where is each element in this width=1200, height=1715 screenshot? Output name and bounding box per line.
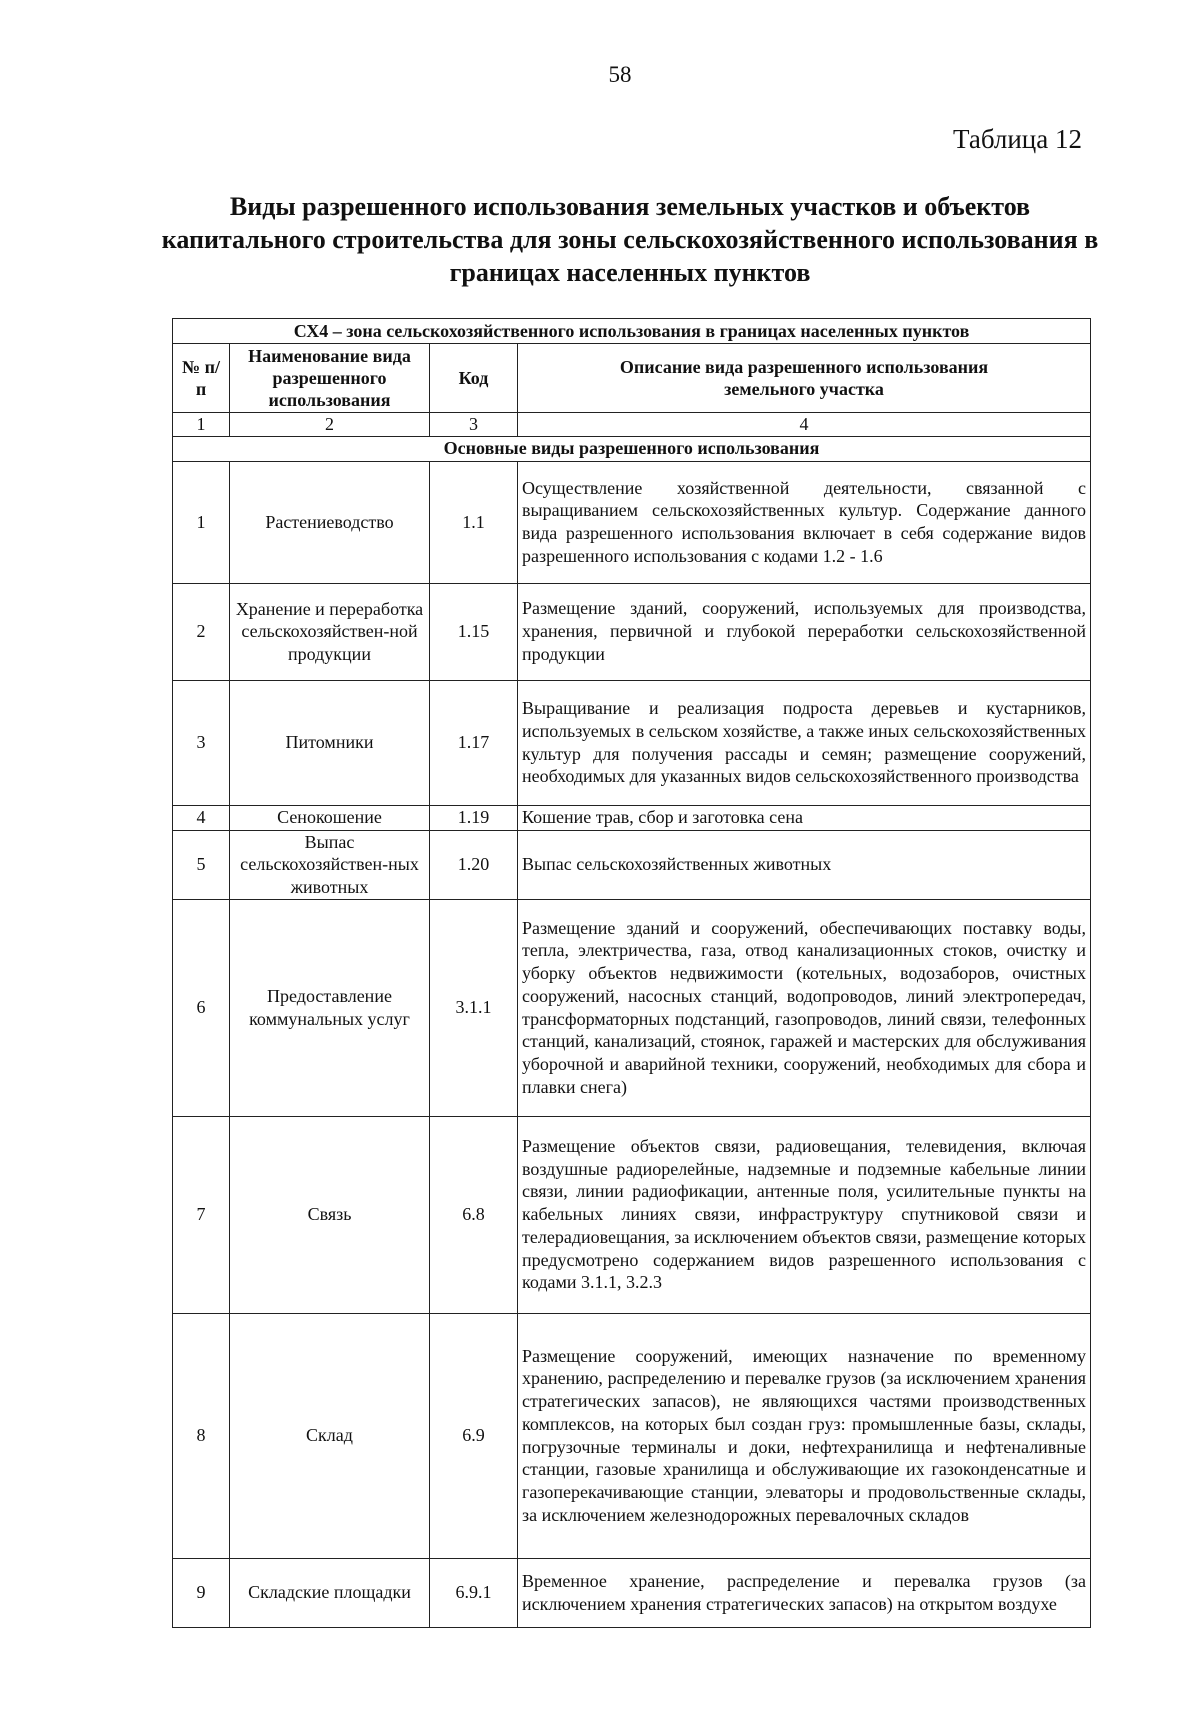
use-code: 6.9 (430, 1313, 518, 1558)
row-number: 6 (173, 899, 230, 1116)
row-number: 1 (173, 461, 230, 583)
table-row (173, 899, 1091, 1116)
use-description: Кошение трав, сбор и заготовка сена (518, 805, 1091, 830)
use-name: Складские площадки (230, 1558, 430, 1627)
use-description: Размещение зданий и сооружений, обеспечивающих поставку воды, тепла, электричества, газа, отвод канализационных стоков, очистку и уборку объектов недвижимости (котельных, водозаборов, очистных сооружений, насосных станций, водопроводов, линий электропередач, трансформаторных подстанций, газопроводов, линий связи, телефонных станций, канализаций, стоянок, гаражей и мастерских для обслуживания уборочной и аварийной техники, сооружений, необходимых для сбора и плавки снега) (518, 899, 1091, 1116)
use-code: 6.8 (430, 1116, 518, 1313)
use-code: 1.19 (430, 805, 518, 830)
table-row (173, 1558, 1091, 1627)
use-name: Сенокошение (230, 805, 430, 830)
table-label: Таблица 12 (953, 124, 1082, 154)
use-code: 1.20 (430, 830, 518, 899)
header-row (173, 344, 1091, 413)
use-description: Осуществление хозяйственной деятельности, связанной с выращиванием сельскохозяйственных культур. Содержание данного вида разрешенного использования включает в себя содержание видов разрешенного использования с кодами 1.2 - 1.6 (518, 461, 1091, 583)
column-number: 3 (430, 413, 518, 437)
use-description: Временное хранение, распределение и перевалка грузов (за исключением хранения стратегических запасов) на открытом воздухе (518, 1558, 1091, 1627)
row-number: 2 (173, 583, 230, 680)
header-name: Наименование вида разрешенного использования (230, 344, 430, 413)
use-description: Размещение зданий, сооружений, используемых для производства, хранения, первичной и глубокой переработки сельскохозяйственной продукции (518, 583, 1091, 680)
column-number: 1 (173, 413, 230, 437)
row-number: 9 (173, 1558, 230, 1627)
header-num: № п/п (173, 344, 230, 413)
use-description: Выращивание и реализация подроста деревьев и кустарников, используемых в сельском хозяйстве, а также иных сельскохозяйственных культур для получения рассады и семян; размещение сооружений, необходимых для указанных видов сельскохозяйственного производства (518, 680, 1091, 805)
use-name: Связь (230, 1116, 430, 1313)
table-row (173, 680, 1091, 805)
column-number: 2 (230, 413, 430, 437)
permitted-use-table (172, 318, 1091, 1628)
use-code: 1.15 (430, 583, 518, 680)
use-description: Размещение сооружений, имеющих назначение по временному хранению, распределению и перевалке грузов (за исключением хранения стратегических запасов), не являющихся частями производственных комплексов, на которых был создан груз: промышленные базы, склады, погрузочные терминалы и доки, нефтехранилища и нефтеналивные станции, газовые хранилища и обслуживающие их газоконденсатные и газоперекачивающие станции, элеваторы и продовольственные склады, за исключением железнодорожных перевалочных складов (518, 1313, 1091, 1558)
table-row (173, 805, 1091, 830)
table-row (173, 461, 1091, 583)
use-code: 1.17 (430, 680, 518, 805)
document-title: Виды разрешенного использования земельных участков и объектов капитального строительства для зоны сельскохозяйственного использования в границах населенных пунктов (161, 192, 1099, 287)
row-number: 5 (173, 830, 230, 899)
row-number: 4 (173, 805, 230, 830)
table-row (173, 1116, 1091, 1313)
use-name: Склад (230, 1313, 430, 1558)
table-row (173, 830, 1091, 899)
column-number: 4 (518, 413, 1091, 437)
use-description: Выпас сельскохозяйственных животных (518, 830, 1091, 899)
row-number: 8 (173, 1313, 230, 1558)
section-title: Основные виды разрешенного использования (173, 436, 1091, 461)
use-name: Растениеводство (230, 461, 430, 583)
use-name: Питомники (230, 680, 430, 805)
use-description: Размещение объектов связи, радиовещания, телевидения, включая воздушные радиорелейные, надземные и подземные кабельные линии связи, линии радиофикации, антенные поля, усилительные пункты на кабельных линиях связи, инфраструктуру спутниковой связи и телерадиовещания, за исключением объектов связи, размещение которых предусмотрено содержанием видов разрешенного использования с кодами 3.1.1, 3.2.3 (518, 1116, 1091, 1313)
table-row (173, 1313, 1091, 1558)
header-code: Код (430, 344, 518, 413)
use-name: Хранение и переработка сельскохозяйствен-ной продукции (230, 583, 430, 680)
row-number: 3 (173, 680, 230, 805)
use-name: Предоставление коммунальных услуг (230, 899, 430, 1116)
use-code: 6.9.1 (430, 1558, 518, 1627)
table-row (173, 583, 1091, 680)
section-title-row (173, 436, 1091, 461)
header-desc: Описание вида разрешенного использования земельного участка (518, 344, 1091, 413)
zone-title: СХ4 – зона сельскохозяйственного использования в границах населенных пунктов (173, 319, 1091, 344)
zone-title-row (173, 319, 1091, 344)
row-number: 7 (173, 1116, 230, 1313)
column-numbers-row (173, 413, 1091, 437)
use-code: 1.1 (430, 461, 518, 583)
use-name: Выпас сельскохозяйствен-ных животных (230, 830, 430, 899)
page-number: 58 (608, 62, 632, 87)
use-code: 3.1.1 (430, 899, 518, 1116)
